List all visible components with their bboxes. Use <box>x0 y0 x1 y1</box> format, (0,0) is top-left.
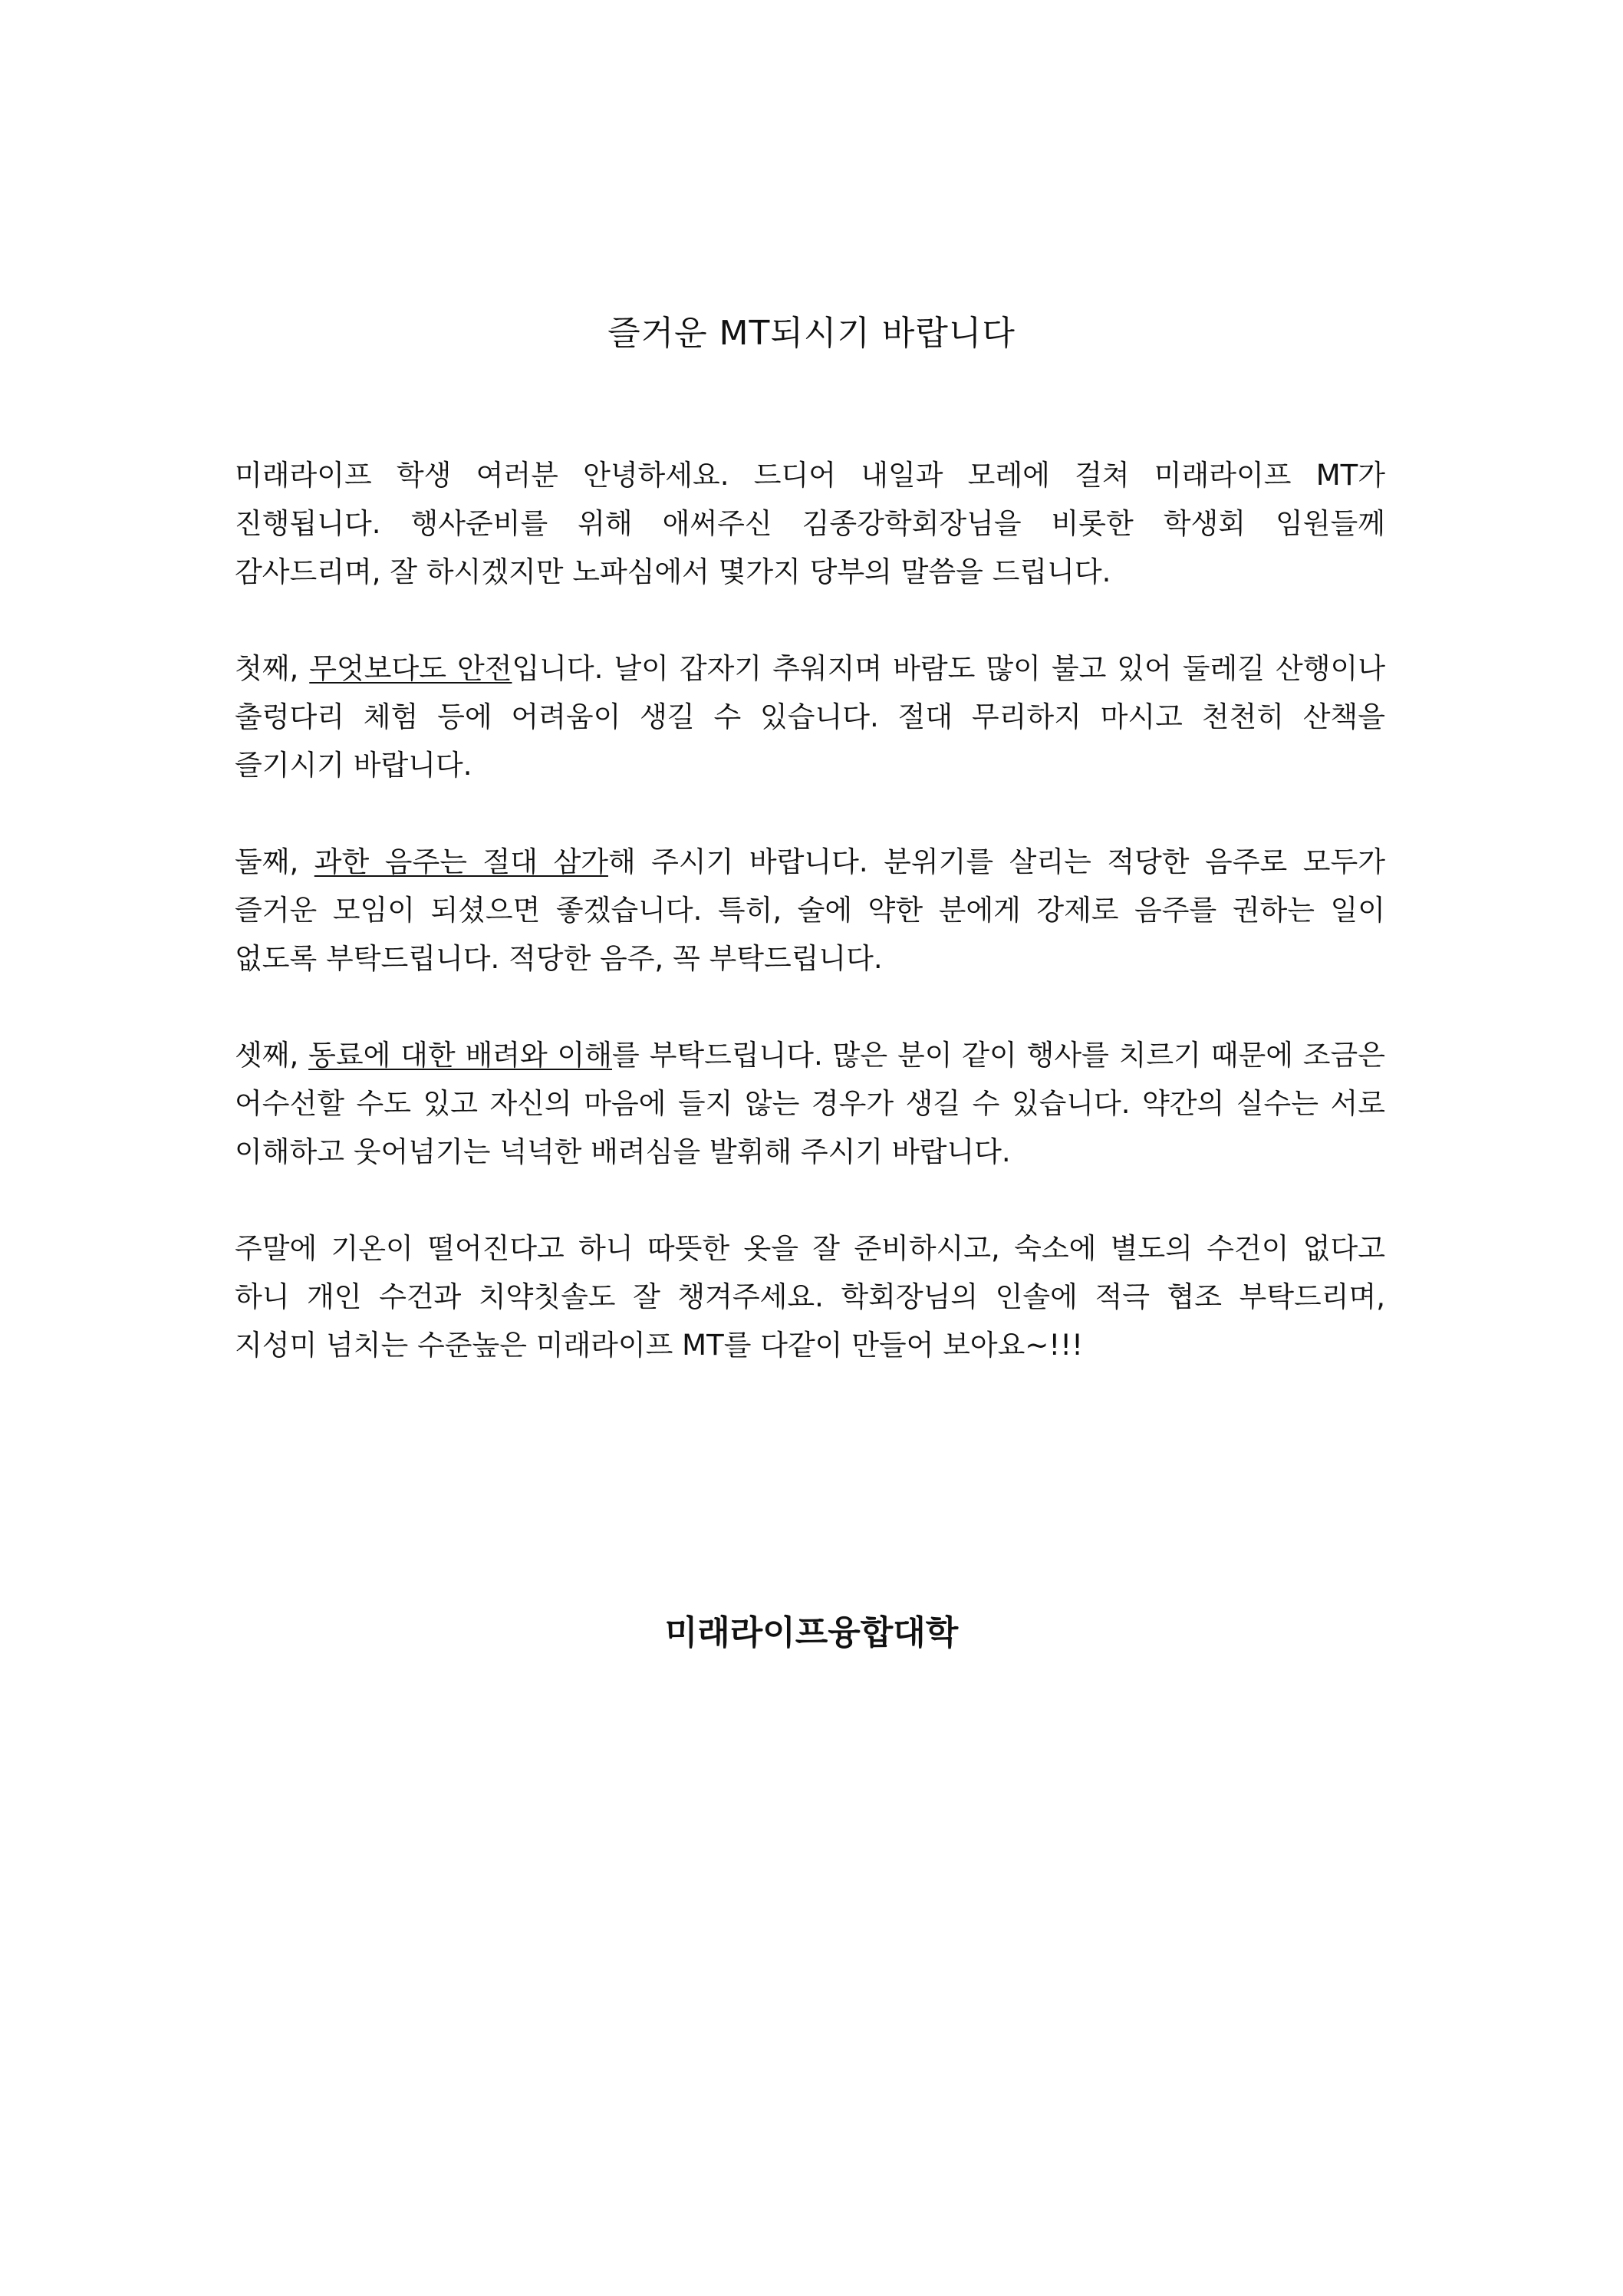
intro-paragraph: 미래라이프 학생 여러분 안녕하세요. 드디어 내일과 모레에 걸쳐 미래라이프 MT가 진행됩니다. 행사준비를 위해 애써주신 김종강학회장님을 비롯한 학생회 임원들께 감사드리며, 잘 하시겠지만 노파심에서 몇가지 당부의 말씀을 드립니다. <box>235 459 1385 588</box>
signature: 미래라이프융합대학 <box>664 1613 959 1652</box>
first-point-emphasis: 무엇보다도 안전 <box>309 652 512 685</box>
first-point-prefix: 첫째, <box>235 652 310 685</box>
third-point-emphasis: 동료에 대한 배려와 이해 <box>308 1039 613 1072</box>
first-point-text: 입니다. 날이 갑자기 추워지며 바람도 많이 불고 있어 둘레길 산행이나 출렁다리 체험 등에 어려움이 생길 수 있습니다. 절대 무리하지 마시고 천천히 산책을 즐기시기 바랍니다. <box>235 652 1385 782</box>
third-point-text: 를 부탁드립니다. 많은 분이 같이 행사를 치르기 때문에 조금은 어수선할 수도 있고 자신의 마음에 들지 않는 경우가 생길 수 있습니다. 약간의 실수는 서로 이해하고 웃어넘기는 넉넉한 배려심을 발휘해 주시기 바랍니다. <box>235 1039 1385 1168</box>
third-point-paragraph <box>235 1031 1385 1176</box>
third-point-prefix: 셋째, <box>235 1039 309 1072</box>
closing-paragraph: 주말에 기온이 떨어진다고 하니 따뜻한 옷을 잘 준비하시고, 숙소에 별도의 수건이 없다고 하니 개인 수건과 치약칫솔도 잘 챙겨주세요. 학회장님의 인솔에 적극 협조 부탁드리며, 지성미 넘치는 수준높은 미래라이프 MT를 다같이 만들어 보아요~!!! <box>235 1232 1385 1362</box>
second-point-text: 해 주시기 바랍니다. 분위기를 살리는 적당한 음주로 모두가 즐거운 모임이 되셨으면 좋겠습니다. 특히, 술에 약한 분에게 강제로 음주를 권하는 일이 없도록 부탁드립니다. 적당한 음주, 꼭 부탁드립니다. <box>235 845 1385 975</box>
second-point-emphasis: 과한 음주는 절대 삼가 <box>314 845 608 878</box>
first-point-paragraph <box>235 644 1385 789</box>
second-point-prefix: 둘째, <box>235 845 314 878</box>
document-body <box>235 451 1385 1418</box>
second-point-paragraph <box>235 838 1385 983</box>
document-title: 즐거운 MT되시기 바랍니다 <box>607 314 1016 353</box>
